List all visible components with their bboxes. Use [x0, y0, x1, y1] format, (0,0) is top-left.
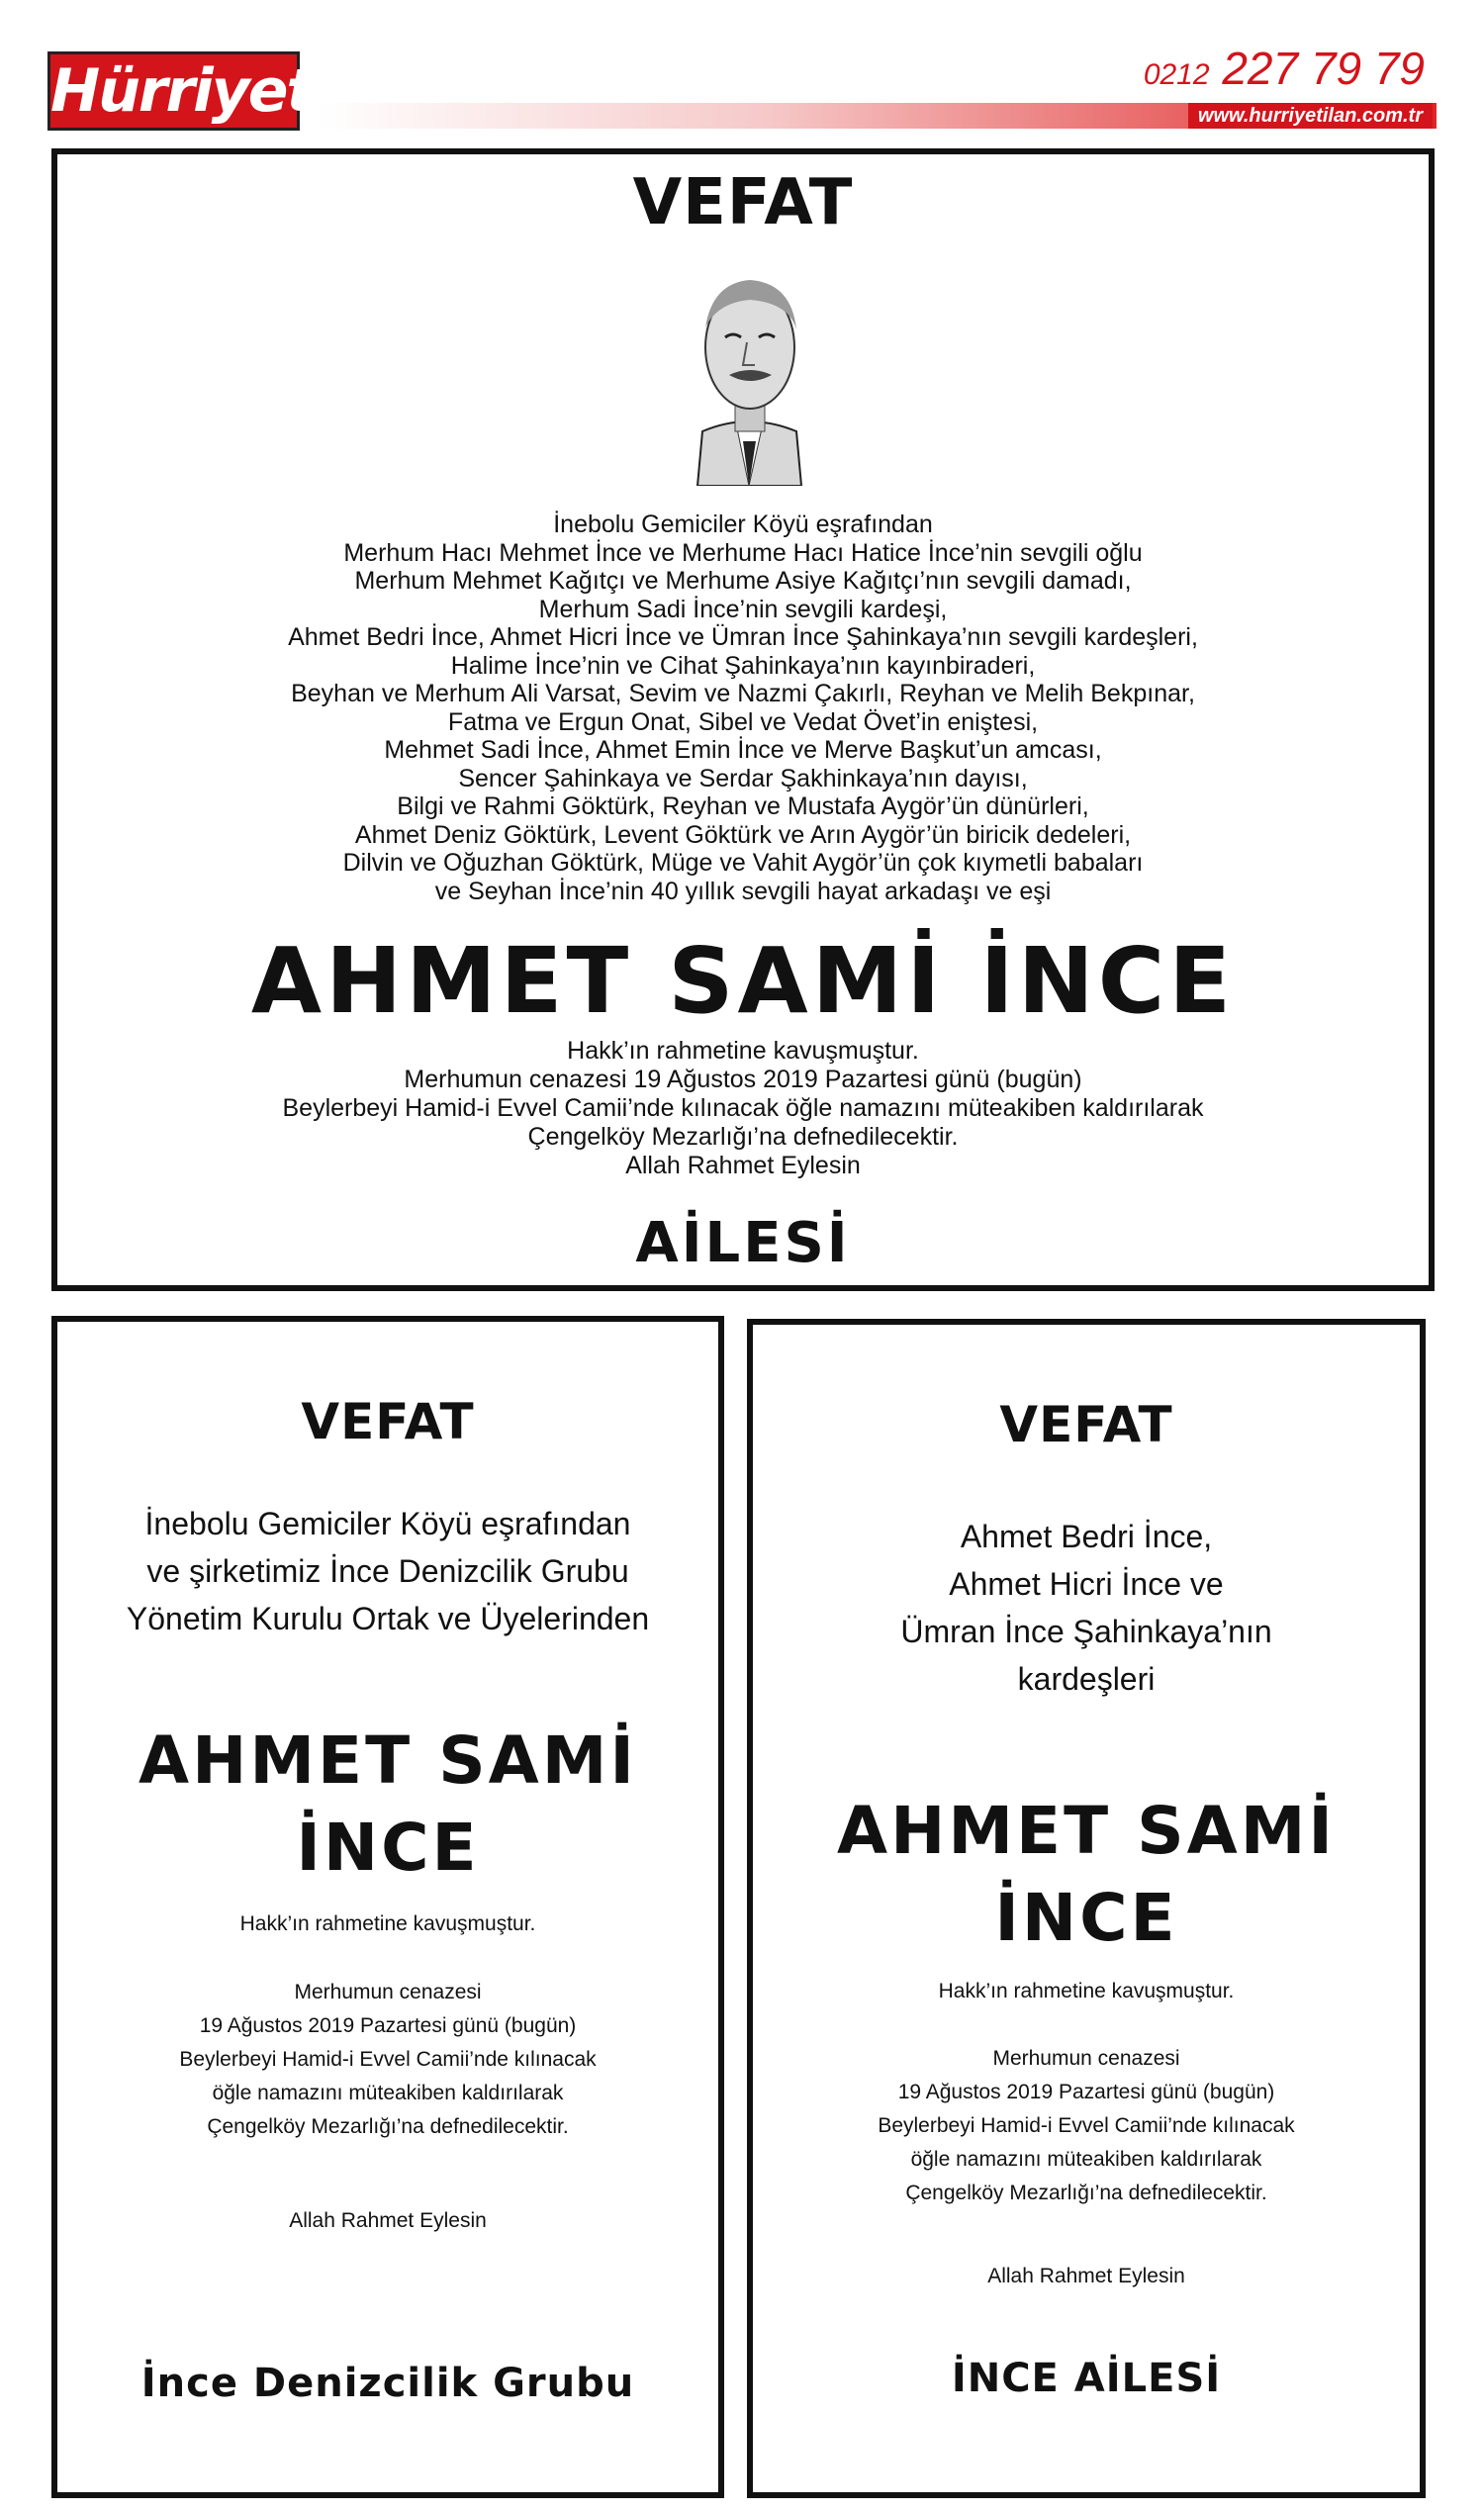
notice-signature: AİLESİ: [635, 1211, 851, 1275]
notice-title: VEFAT: [632, 166, 854, 239]
right-obituary-notice: [747, 1319, 1426, 2498]
funeral-line: Merhumun cenazesi: [992, 2047, 1180, 2070]
prayer-text: Allah Rahmet Eylesin: [987, 2265, 1185, 2287]
notice-closing: [57, 1037, 1429, 1180]
funeral-line: Çengelköy Mezarlığı’na defnedilecektir.: [207, 2115, 569, 2138]
funeral-line: Beylerbeyi Hamid-i Evvel Camii’nde kılınacak: [878, 2114, 1295, 2137]
funeral-line: öğle namazını müteakiben kaldırılarak: [910, 2148, 1262, 2171]
relation-line: Sencer Şahinkaya ve Serdar Şakhinkaya’nın dayısı,: [458, 764, 1028, 792]
closing-line: Allah Rahmet Eylesin: [625, 1152, 861, 1179]
notice-title: VEFAT: [301, 1393, 475, 1450]
notice-title: VEFAT: [999, 1396, 1173, 1453]
name-line: İNCE: [994, 1880, 1178, 1956]
notice-signature: İNCE AİLESİ: [951, 2356, 1222, 2401]
closing-line: Çengelköy Mezarlığı’na defnedilecektir.: [527, 1123, 959, 1151]
closing-line: Beylerbeyi Hamid-i Evvel Camii’nde kılınacak öğle namazını müteakiben kaldırılarak: [282, 1094, 1204, 1122]
funeral-line: öğle namazını müteakiben kaldırılarak: [212, 2082, 564, 2104]
funeral-line: Merhumun cenazesi: [294, 1981, 482, 2003]
relation-line: Ahmet Deniz Göktürk, Levent Göktürk ve Arın Aygör’ün biricik dedeleri,: [354, 820, 1132, 849]
name-line: AHMET SAMİ: [139, 1722, 637, 1799]
closing-line: Hakk’ın rahmetine kavuşmuştur.: [567, 1037, 919, 1065]
intro-line: Ümran İnce Şahinkaya’nın: [900, 1614, 1272, 1649]
relation-line: Bilgi ve Rahmi Göktürk, Reyhan ve Mustafa Aygör’ün dünürleri,: [397, 792, 1089, 820]
relation-line: Mehmet Sadi İnce, Ahmet Emin İnce ve Merve Başkut’un amcası,: [384, 736, 1102, 764]
relation-line: ve Seyhan İnce’nin 40 yıllık sevgili hayat arkadaşı ve eşi: [434, 877, 1052, 905]
name-line: AHMET SAMİ: [837, 1793, 1336, 1869]
main-obituary-notice: [51, 148, 1435, 1291]
portrait-photo-icon: [678, 248, 821, 486]
funeral-details: [57, 1976, 718, 2144]
relation-line: Merhum Mehmet Kağıtçı ve Merhume Asiye Kağıtçı’nın sevgili damadı,: [354, 567, 1132, 595]
deceased-name: [753, 1788, 1420, 1962]
relation-line: Ahmet Bedri İnce, Ahmet Hicri İnce ve Ümran İnce Şahinkaya’nın sevgili kardeşleri,: [288, 623, 1198, 651]
relation-line: Dilvin ve Oğuzhan Göktürk, Müge ve Vahit Aygör’ün çok kıymetli babaları: [342, 849, 1144, 877]
intro-line: ve şirketimiz İnce Denizcilik Grubu: [146, 1553, 629, 1589]
intro-line: Ahmet Bedri İnce,: [960, 1519, 1213, 1554]
passed-text: Hakk’ın rahmetine kavuşmuştur.: [239, 1912, 536, 1935]
notice-signature: İnce Denizcilik Grubu: [140, 2361, 635, 2406]
notice-intro: [57, 1500, 718, 1642]
relation-line: İnebolu Gemiciler Köyü eşrafından: [553, 511, 933, 538]
intro-line: İnebolu Gemiciler Köyü eşrafından: [144, 1506, 631, 1541]
prayer-text: Allah Rahmet Eylesin: [289, 2209, 487, 2232]
funeral-line: Beylerbeyi Hamid-i Evvel Camii’nde kılınacak: [179, 2048, 597, 2071]
closing-line: Merhumun cenazesi 19 Ağustos 2019 Pazartesi günü (bugün): [404, 1066, 1082, 1093]
relation-line: Beyhan ve Merhum Ali Varsat, Sevim ve Nazmi Çakırlı, Reyhan ve Melih Bekpınar,: [291, 680, 1195, 707]
intro-line: kardeşleri: [1017, 1661, 1156, 1697]
relation-line: Halime İnce’nin ve Cihat Şahinkaya’nın kayınbiraderi,: [450, 651, 1036, 680]
intro-line: Ahmet Hicri İnce ve: [949, 1566, 1224, 1602]
hurriyet-logo: Hürriyet: [47, 51, 300, 131]
left-obituary-notice: [51, 1316, 724, 2498]
funeral-details: [753, 2042, 1420, 2210]
relation-line: Merhum Sadi İnce’nin sevgili kardeşi,: [538, 595, 948, 623]
name-line: İNCE: [296, 1810, 480, 1886]
phone-digits: 227 79 79: [1222, 43, 1425, 94]
passed-text: Hakk’ın rahmetine kavuşmuştur.: [938, 1980, 1235, 2002]
phone-number: [1144, 42, 1425, 95]
notice-relations: [57, 511, 1429, 905]
deceased-name: [57, 1718, 718, 1892]
deceased-name: AHMET SAMİ İNCE: [250, 928, 1236, 1034]
relation-line: Merhum Hacı Mehmet İnce ve Merhume Hacı Hatice İnce’nin sevgili oğlu: [343, 538, 1143, 567]
intro-line: Yönetim Kurulu Ortak ve Üyelerinden: [126, 1601, 650, 1636]
phone-prefix: 0212: [1143, 58, 1210, 91]
funeral-line: Çengelköy Mezarlığı’na defnedilecektir.: [905, 2182, 1267, 2204]
website-link[interactable]: www.hurriyetilan.com.tr: [1188, 103, 1433, 129]
funeral-line: 19 Ağustos 2019 Pazartesi günü (bugün): [199, 2014, 577, 2037]
relation-line: Fatma ve Ergun Onat, Sibel ve Vedat Övet’in eniştesi,: [447, 707, 1039, 736]
notice-intro: [753, 1513, 1420, 1703]
funeral-line: 19 Ağustos 2019 Pazartesi günü (bugün): [897, 2081, 1275, 2103]
